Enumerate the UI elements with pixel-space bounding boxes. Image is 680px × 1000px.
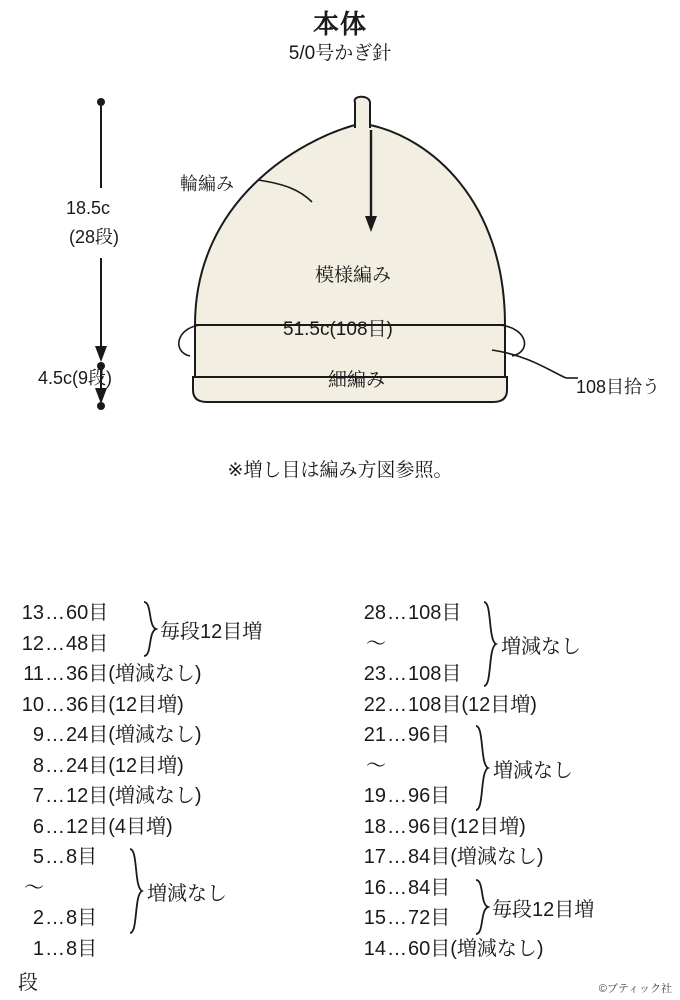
measure-arrow-top (95, 346, 107, 362)
brace-right-3-label: 毎段12目増 (492, 899, 595, 921)
row-dots: … (387, 815, 407, 838)
row-item (352, 812, 680, 843)
row-number: 〜 (366, 632, 386, 655)
row-number: 8 (32, 754, 44, 777)
row-number: 9 (32, 724, 44, 746)
row-number: 21 (363, 724, 386, 746)
hat-schematic (0, 80, 680, 500)
row-text: 60目 (66, 602, 109, 624)
brace-left-1-label: 毎段12目増 (160, 621, 263, 643)
row-number: 15 (363, 907, 386, 929)
label-height-top: 18.5c (66, 198, 111, 218)
row-item (10, 720, 330, 751)
row-number: 〜 (366, 754, 386, 777)
row-item (352, 598, 680, 629)
row-text: 96目(12目増) (408, 815, 526, 838)
label-height-bottom: 4.5c(9段) (38, 368, 113, 388)
row-dots: … (45, 815, 65, 838)
label-width: 51.5c(108目) (283, 319, 393, 340)
row-unit-label: 段 (18, 972, 38, 994)
row-item (352, 842, 680, 873)
row-text: 36目(12目増) (66, 693, 184, 716)
brace-right-1 (482, 600, 498, 688)
brace-shape (142, 600, 158, 658)
row-text: 96目 (408, 724, 451, 746)
row-dots: … (45, 937, 65, 960)
row-text: 72目 (408, 907, 451, 929)
page-subtitle: 5/0号かぎ針 (288, 43, 392, 64)
row-text: 108目 (408, 663, 462, 685)
row-item (10, 781, 330, 812)
hat-crown-shape (195, 97, 505, 325)
row-text: 12目(4目増) (66, 815, 173, 838)
row-dots: … (45, 693, 65, 716)
brace-right-1-label: 増減なし (501, 636, 581, 658)
label-pickup-stitches: 108目拾う (576, 377, 661, 397)
row-dots: … (387, 693, 407, 716)
row-text: 8目 (66, 846, 98, 868)
brace-shape (474, 724, 490, 812)
row-dots: … (387, 846, 407, 868)
measure-dot-top (97, 98, 105, 106)
label-pattern-knit: 模様編み (315, 265, 392, 286)
brace-right-2 (474, 724, 490, 812)
row-item (10, 903, 330, 934)
row-item (352, 934, 680, 965)
row-number: 2 (32, 907, 44, 929)
row-number: 1 (32, 937, 44, 960)
row-number: 22 (363, 693, 386, 716)
brace-right-2-label: 増減なし (493, 760, 573, 782)
row-dots: … (45, 724, 65, 746)
row-number: 7 (32, 785, 44, 807)
row-item (10, 934, 330, 965)
copyright-notice: ©ブティック社 (598, 983, 672, 995)
label-single-crochet: 細編み (328, 370, 386, 391)
row-text: 24目(増減なし) (66, 724, 202, 746)
row-text: 48目 (66, 632, 109, 655)
row-dots: … (45, 663, 65, 685)
row-number: 17 (363, 846, 386, 868)
row-text: 108目(12目増) (408, 693, 537, 716)
row-dots: … (387, 602, 407, 624)
row-number: 13 (21, 602, 44, 624)
row-text: 60目(増減なし) (408, 937, 544, 960)
row-item (352, 659, 680, 690)
row-text: 84目(増減なし) (408, 846, 544, 868)
row-number: 19 (363, 785, 386, 807)
row-item (352, 781, 680, 812)
row-text: 8目 (66, 907, 98, 929)
row-number: 12 (21, 632, 44, 655)
brace-left-2 (128, 847, 144, 935)
row-dots: … (45, 632, 65, 655)
row-text: 96目 (408, 785, 451, 807)
row-text: 8目 (66, 937, 98, 960)
page-title: 本体 (312, 9, 367, 39)
row-number: 28 (363, 602, 386, 624)
row-number: 6 (32, 815, 44, 838)
row-number: 16 (363, 876, 386, 899)
row-dots: … (387, 876, 407, 899)
row-number: 10 (21, 693, 44, 716)
row-dots: … (387, 724, 407, 746)
brace-shape (474, 878, 490, 936)
label-ring-knit: 輪編み (180, 174, 234, 194)
row-text: 24目(12目増) (66, 754, 184, 777)
row-item (10, 812, 330, 843)
row-number: 23 (363, 663, 386, 685)
row-dots: … (45, 754, 65, 777)
row-list-left (10, 598, 330, 994)
brace-shape (482, 600, 498, 688)
row-number: 18 (363, 815, 386, 838)
label-height-top-rows: (28段) (69, 227, 120, 247)
measure-dot-bottom (97, 402, 105, 410)
row-item (10, 842, 330, 873)
row-text: 12目(増減なし) (66, 785, 202, 807)
row-dots: … (45, 602, 65, 624)
row-dots: … (387, 907, 407, 929)
row-number: 〜 (24, 876, 44, 899)
row-item (10, 690, 330, 721)
row-dots: … (387, 937, 407, 960)
row-item (10, 751, 330, 782)
brace-left-2-label: 増減なし (147, 883, 227, 905)
row-item (352, 720, 680, 751)
row-dots: … (387, 785, 407, 807)
brace-right-3 (474, 878, 490, 936)
row-number: 11 (23, 663, 44, 685)
row-dots: … (387, 663, 407, 685)
hat-shape-svg (0, 80, 680, 500)
row-list-right (352, 598, 680, 964)
row-text: 84目 (408, 876, 451, 899)
row-dots: … (45, 846, 65, 868)
row-number: 14 (363, 937, 386, 960)
measure-arrow-bottom (95, 388, 107, 404)
row-item (352, 690, 680, 721)
row-text: 36目(増減なし) (66, 663, 202, 685)
row-text: 108目 (408, 602, 462, 624)
pattern-note: ※増し目は編み方図参照。 (227, 460, 453, 481)
brace-shape (128, 847, 144, 935)
row-dots: … (45, 907, 65, 929)
row-dots: … (45, 785, 65, 807)
row-number: 5 (32, 846, 44, 868)
row-item (10, 659, 330, 690)
brace-left-1 (142, 600, 158, 658)
